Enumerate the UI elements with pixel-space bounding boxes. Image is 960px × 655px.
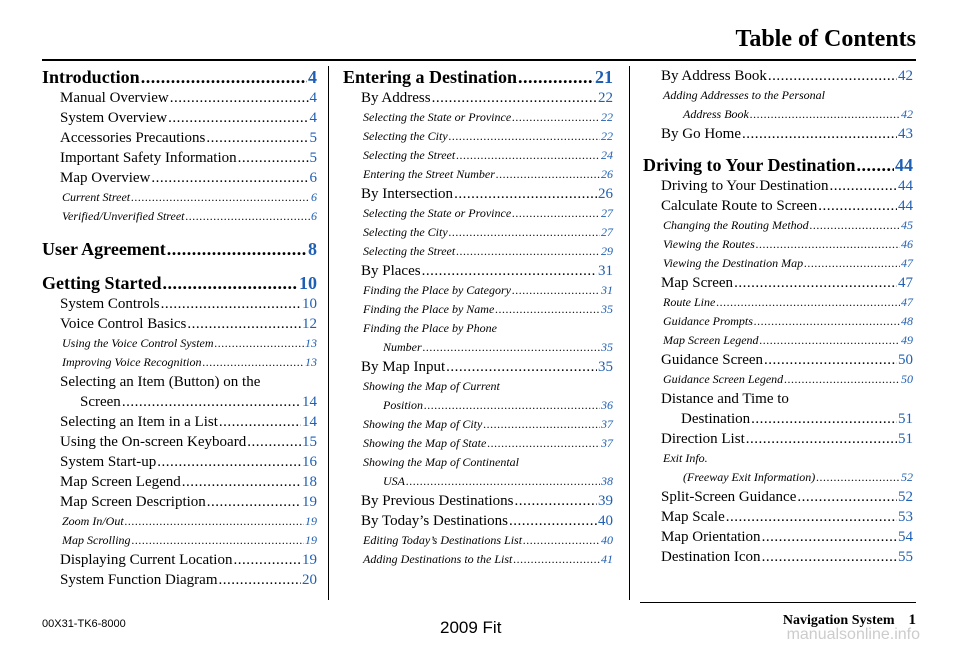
toc-entry-title: System Function Diagram — [60, 572, 218, 588]
toc-entry-title: Current Street — [62, 190, 131, 204]
toc-entry[interactable] — [343, 108, 613, 127]
toc-entry-title: Guidance Screen — [661, 352, 764, 368]
toc-entry[interactable] — [343, 204, 613, 223]
toc-entry[interactable] — [643, 331, 913, 350]
dot-leader — [219, 570, 302, 590]
toc-entry-title: Zoom In/Out — [62, 514, 124, 528]
toc-page-link[interactable]: 18 — [302, 474, 317, 490]
dot-leader — [784, 370, 900, 389]
toc-page-link[interactable]: 35 — [598, 359, 613, 375]
dot-leader — [495, 300, 600, 319]
toc-entry-title: Guidance Prompts — [663, 314, 753, 328]
toc-entry-title: Position — [383, 398, 424, 412]
toc-entry[interactable] — [42, 108, 317, 128]
toc-entry-title: By Previous Destinations — [361, 493, 514, 509]
toc-entry[interactable] — [343, 531, 613, 550]
toc-entry-title: Viewing the Routes — [663, 237, 755, 251]
toc-page-link[interactable]: 49 — [901, 333, 913, 347]
toc-page-link[interactable]: 26 — [601, 167, 613, 181]
toc-entry[interactable] — [42, 353, 317, 372]
toc-entry-title: Adding Addresses to the Personal — [663, 88, 825, 102]
toc-page-link[interactable]: 52 — [901, 470, 913, 484]
toc-entry-title: Exit Info. — [663, 451, 708, 465]
toc-entry-title: Map Scrolling — [62, 533, 131, 547]
toc-entry[interactable] — [643, 449, 913, 487]
toc-entry-title: Driving to Your Destination — [661, 178, 829, 194]
toc-entry[interactable] — [343, 434, 613, 453]
toc-entry-title: By Address Book — [661, 68, 767, 84]
toc-entry-title: Destination — [681, 411, 751, 427]
toc-page-link[interactable]: 35 — [601, 302, 613, 316]
toc-page-link[interactable]: 10 — [299, 273, 317, 293]
column-divider — [629, 66, 630, 600]
dot-leader — [422, 261, 597, 281]
toc-entry[interactable] — [343, 319, 613, 357]
dot-leader — [750, 105, 900, 124]
toc-entry-title: Voice Control Basics — [60, 316, 187, 332]
dot-leader — [716, 293, 900, 312]
toc-entry-title: Verified/Unverified Street — [62, 209, 185, 223]
toc-entry-title: Guidance Screen Legend — [663, 372, 784, 386]
toc-page-link[interactable]: 13 — [305, 336, 317, 350]
toc-chapter-entry[interactable] — [42, 66, 317, 88]
dot-leader — [449, 223, 600, 242]
toc-entry-title: Selecting an Item in a List — [60, 414, 218, 430]
dot-leader — [804, 254, 900, 273]
toc-entry-title: (Freeway Exit Information) — [683, 470, 816, 484]
toc-page-link[interactable]: 42 — [901, 107, 913, 121]
toc-entry[interactable] — [42, 412, 317, 432]
toc-page-link[interactable]: 19 — [305, 514, 317, 528]
toc-entry[interactable] — [343, 357, 613, 377]
toc-entry-title: Map Orientation — [661, 529, 761, 545]
dot-leader — [233, 550, 301, 570]
toc-entry[interactable] — [643, 527, 913, 547]
dot-leader — [168, 108, 308, 128]
dot-leader — [513, 550, 600, 569]
toc-chapter-entry[interactable] — [643, 154, 913, 176]
page-title: Table of Contents — [735, 26, 916, 52]
toc-entry[interactable] — [643, 254, 913, 273]
dot-leader — [764, 350, 897, 370]
dot-leader — [206, 128, 308, 148]
toc-entry[interactable] — [643, 176, 913, 196]
toc-entry-title: Accessories Precautions — [60, 130, 206, 146]
dot-leader — [483, 415, 600, 434]
dot-leader — [432, 88, 597, 108]
toc-page-link[interactable]: 42 — [898, 68, 913, 84]
dot-leader — [751, 409, 897, 429]
toc-page-link[interactable]: 45 — [901, 218, 913, 232]
toc-page-link[interactable]: 38 — [601, 474, 613, 488]
dot-leader — [734, 273, 897, 293]
toc-entry-title: Split-Screen Guidance — [661, 489, 797, 505]
toc-page-link[interactable]: 41 — [601, 552, 613, 566]
toc-entry-title: Manual Overview — [60, 90, 169, 106]
toc-entry-title: User Agreement — [42, 239, 166, 259]
toc-page-link[interactable]: 12 — [302, 316, 317, 332]
toc-entry[interactable] — [643, 216, 913, 235]
toc-page-link[interactable]: 47 — [898, 275, 913, 291]
toc-page-link[interactable]: 21 — [595, 67, 613, 87]
toc-page-link[interactable]: 37 — [601, 436, 613, 450]
toc-entry-title: USA — [383, 474, 405, 488]
toc-entry-title: Selecting the City — [363, 129, 448, 143]
toc-entry[interactable] — [643, 66, 913, 86]
dot-leader — [760, 331, 900, 350]
toc-page-link[interactable]: 6 — [309, 170, 317, 186]
dot-leader — [424, 396, 600, 415]
toc-entry-title: Viewing the Destination Map — [663, 256, 804, 270]
toc-entry-title: Improving Voice Recognition — [62, 355, 202, 369]
toc-entry[interactable] — [343, 223, 613, 242]
toc-entry-title: Distance and Time to — [661, 391, 789, 407]
dot-leader — [238, 148, 309, 168]
toc-entry-title: Selecting an Item (Button) on the — [60, 374, 261, 390]
toc-page-link[interactable]: 6 — [311, 190, 317, 204]
toc-entry[interactable] — [42, 168, 317, 188]
toc-entry[interactable] — [42, 432, 317, 452]
toc-entry[interactable] — [643, 196, 913, 216]
toc-entry[interactable] — [42, 334, 317, 353]
toc-page-link[interactable]: 50 — [901, 372, 913, 386]
dot-leader — [186, 207, 310, 226]
toc-entry-title: Map Screen Legend — [60, 474, 181, 490]
toc-entry[interactable] — [42, 372, 317, 412]
toc-entry[interactable] — [343, 491, 613, 511]
toc-page-link[interactable]: 51 — [898, 411, 913, 427]
toc-entry-title: Map Screen Description — [60, 494, 206, 510]
toc-entry[interactable] — [42, 128, 317, 148]
toc-entry[interactable] — [343, 377, 613, 415]
toc-page-link[interactable]: 22 — [598, 90, 613, 106]
toc-entry[interactable] — [42, 472, 317, 492]
toc-page-link[interactable]: 29 — [601, 244, 613, 258]
toc-page-link[interactable]: 50 — [898, 352, 913, 368]
dot-leader — [182, 472, 301, 492]
dot-leader — [762, 547, 897, 567]
toc-page-link[interactable]: 15 — [302, 434, 317, 450]
toc-entry[interactable] — [643, 293, 913, 312]
dot-leader — [523, 531, 600, 550]
toc-entry-title: Changing the Routing Method — [663, 218, 809, 232]
toc-entry[interactable] — [343, 88, 613, 108]
toc-entry-title: Address Book — [683, 107, 749, 121]
toc-entry[interactable] — [42, 88, 317, 108]
toc-entry-title: Introduction — [42, 67, 140, 87]
toc-entry[interactable] — [343, 300, 613, 319]
toc-page-link[interactable]: 5 — [309, 150, 317, 166]
dot-leader — [207, 492, 301, 512]
toc-entry-title: Showing the Map of Current — [363, 379, 500, 393]
dot-leader — [215, 334, 304, 353]
toc-entry-title: Driving to Your Destination — [643, 155, 856, 175]
toc-entry-title: System Controls — [60, 296, 160, 312]
toc-page-link[interactable]: 31 — [598, 263, 613, 279]
toc-page-link[interactable]: 16 — [302, 454, 317, 470]
toc-column-2 — [343, 66, 613, 569]
toc-entry-title: Selecting the Street — [363, 148, 456, 162]
dot-leader — [512, 108, 600, 127]
toc-entry[interactable] — [42, 207, 317, 226]
toc-entry-title: By Address — [361, 90, 431, 106]
toc-page-link[interactable]: 48 — [901, 314, 913, 328]
toc-page-link[interactable]: 54 — [898, 529, 913, 545]
toc-page-link[interactable]: 14 — [302, 414, 317, 430]
toc-chapter-entry[interactable] — [42, 272, 317, 294]
toc-column-1 — [42, 66, 317, 590]
toc-entry[interactable] — [643, 389, 913, 429]
toc-entry[interactable] — [42, 452, 317, 472]
dot-leader — [167, 238, 307, 260]
toc-entry[interactable] — [643, 507, 913, 527]
dot-leader — [170, 88, 309, 108]
toc-entry-title: Finding the Place by Name — [363, 302, 495, 316]
toc-entry-title: By Map Input — [361, 359, 446, 375]
toc-page-link[interactable]: 22 — [601, 129, 613, 143]
toc-page-link[interactable]: 53 — [898, 509, 913, 525]
toc-entry-title: Selecting the State or Province — [363, 110, 512, 124]
toc-page-link[interactable]: 4 — [308, 67, 317, 87]
toc-entry-title: System Start-up — [60, 454, 157, 470]
toc-entry[interactable] — [42, 570, 317, 590]
toc-page-link[interactable]: 6 — [311, 209, 317, 223]
toc-entry-title: Finding the Place by Category — [363, 283, 511, 297]
dot-leader — [756, 235, 900, 254]
toc-entry[interactable] — [643, 273, 913, 293]
toc-entry-title: Using the Voice Control System — [62, 336, 214, 350]
toc-column-3 — [643, 66, 913, 567]
dot-leader — [161, 294, 301, 314]
toc-page-link[interactable]: 4 — [309, 110, 317, 126]
toc-entry[interactable] — [643, 350, 913, 370]
toc-page-link[interactable]: 40 — [598, 513, 613, 529]
toc-entry-title: Showing the Map of Continental — [363, 455, 519, 469]
toc-entry[interactable] — [643, 547, 913, 567]
toc-page-link[interactable]: 39 — [598, 493, 613, 509]
toc-page-link[interactable]: 19 — [305, 533, 317, 547]
toc-entry[interactable] — [42, 188, 317, 207]
dot-leader — [247, 432, 301, 452]
toc-page-link[interactable]: 55 — [898, 549, 913, 565]
toc-page-link[interactable]: 47 — [901, 295, 913, 309]
toc-entry[interactable] — [343, 511, 613, 531]
dot-leader — [454, 184, 597, 204]
page-number: 1 — [908, 612, 916, 628]
toc-page-link[interactable]: 44 — [898, 198, 913, 214]
toc-page-link[interactable]: 22 — [601, 110, 613, 124]
toc-entry-title: Calculate Route to Screen — [661, 198, 818, 214]
dot-leader — [423, 338, 600, 357]
dot-leader — [816, 468, 900, 487]
toc-entry-title: Selecting the State or Province — [363, 206, 512, 220]
dot-leader — [132, 531, 304, 550]
toc-page-link[interactable]: 19 — [302, 552, 317, 568]
toc-entry[interactable] — [343, 242, 613, 261]
toc-page-link[interactable]: 24 — [601, 148, 613, 162]
toc-entry-title: Destination Icon — [661, 549, 761, 565]
dot-leader — [518, 66, 594, 88]
toc-entry-title: Screen — [80, 394, 121, 410]
dot-leader — [797, 487, 897, 507]
toc-page-link[interactable]: 37 — [601, 417, 613, 431]
dot-leader — [512, 281, 600, 300]
toc-entry-title: Number — [383, 340, 422, 354]
toc-entry-title: By Go Home — [661, 126, 741, 142]
toc-entry-title: Showing the Map of State — [363, 436, 487, 450]
dot-leader — [768, 66, 897, 86]
toc-page-link[interactable]: 8 — [308, 239, 317, 259]
dot-leader — [746, 429, 897, 449]
dot-leader — [157, 452, 301, 472]
toc-entry-title: By Places — [361, 263, 421, 279]
dot-leader — [219, 412, 301, 432]
toc-entry-title: Getting Started — [42, 273, 162, 293]
dot-leader — [125, 512, 304, 531]
toc-entry[interactable] — [42, 531, 317, 550]
dot-leader — [754, 312, 900, 331]
dot-leader — [446, 357, 597, 377]
toc-entry-title: Map Scale — [661, 509, 725, 525]
toc-page-link[interactable]: 52 — [898, 489, 913, 505]
toc-entry[interactable] — [343, 453, 613, 491]
toc-entry-title: Direction List — [661, 431, 745, 447]
toc-entry-title: Using the On-screen Keyboard — [60, 434, 247, 450]
system-name: Navigation System — [782, 613, 895, 628]
toc-entry[interactable] — [42, 294, 317, 314]
toc-entry[interactable] — [343, 165, 613, 184]
dot-leader — [509, 511, 597, 531]
toc-page-link[interactable]: 19 — [302, 494, 317, 510]
toc-page-link[interactable]: 44 — [898, 178, 913, 194]
toc-page-link[interactable]: 35 — [601, 340, 613, 354]
dot-leader — [187, 314, 301, 334]
toc-entry-title: Route Line — [663, 295, 716, 309]
toc-entry-title: Adding Destinations to the List — [363, 552, 513, 566]
toc-entry-title: Map Overview — [60, 170, 151, 186]
toc-entry[interactable] — [42, 512, 317, 531]
toc-entry-title: Map Screen Legend — [663, 333, 759, 347]
footer-rule — [640, 602, 916, 603]
toc-entry-title: By Today’s Destinations — [361, 513, 509, 529]
toc-page-link[interactable]: 13 — [305, 355, 317, 369]
toc-entry[interactable] — [643, 487, 913, 507]
dot-leader — [449, 127, 600, 146]
toc-page-link[interactable]: 4 — [309, 90, 317, 106]
toc-entry-title: System Overview — [60, 110, 168, 126]
toc-entry-title: Important Safety Information — [60, 150, 237, 166]
dot-leader — [857, 154, 894, 176]
dot-leader — [162, 272, 298, 294]
dot-leader — [830, 176, 897, 196]
toc-entry-title: Entering the Street Number — [363, 167, 495, 181]
toc-entry[interactable] — [343, 261, 613, 281]
toc-page-link[interactable]: 14 — [302, 394, 317, 410]
dot-leader — [456, 146, 600, 165]
dot-leader — [762, 527, 897, 547]
dot-leader — [512, 204, 600, 223]
dot-leader — [151, 168, 308, 188]
toc-page-link[interactable]: 31 — [601, 283, 613, 297]
toc-chapter-entry[interactable] — [343, 66, 613, 88]
toc-chapter-entry[interactable] — [42, 238, 317, 260]
toc-entry-title: Entering a Destination — [343, 67, 518, 87]
dot-leader — [122, 392, 301, 412]
toc-page-link[interactable]: 10 — [302, 296, 317, 312]
toc-entry[interactable] — [643, 429, 913, 449]
toc-entry[interactable] — [343, 415, 613, 434]
toc-page-link[interactable]: 44 — [895, 155, 913, 175]
toc-page-link[interactable]: 51 — [898, 431, 913, 447]
toc-entry-title: Selecting the Street — [363, 244, 456, 258]
toc-entry[interactable] — [643, 86, 913, 124]
toc-entry[interactable] — [42, 550, 317, 570]
toc-entry[interactable] — [42, 492, 317, 512]
toc-page-link[interactable]: 36 — [601, 398, 613, 412]
toc-entry-title: Showing the Map of City — [363, 417, 483, 431]
toc-entry[interactable] — [343, 127, 613, 146]
dot-leader — [818, 196, 897, 216]
dot-leader — [726, 507, 897, 527]
title-rule — [42, 59, 916, 61]
toc-entry[interactable] — [343, 184, 613, 204]
toc-entry[interactable] — [343, 550, 613, 569]
toc-page-link[interactable]: 26 — [598, 186, 613, 202]
toc-page-link[interactable]: 43 — [898, 126, 913, 142]
toc-entry[interactable] — [643, 124, 913, 144]
toc-page-link[interactable]: 47 — [901, 256, 913, 270]
toc-page-link[interactable]: 46 — [901, 237, 913, 251]
dot-leader — [810, 216, 900, 235]
dot-leader — [131, 188, 310, 207]
toc-entry-title: By Intersection — [361, 186, 454, 202]
column-divider — [328, 66, 329, 600]
toc-entry-title: Editing Today’s Destinations List — [363, 533, 523, 547]
dot-leader — [456, 242, 600, 261]
toc-entry-title: Selecting the City — [363, 225, 448, 239]
toc-entry[interactable] — [643, 370, 913, 389]
toc-entry-title: Finding the Place by Phone — [363, 321, 497, 335]
toc-entry[interactable] — [643, 235, 913, 254]
toc-entry[interactable] — [343, 146, 613, 165]
toc-entry-title: Map Screen — [661, 275, 734, 291]
dot-leader — [496, 165, 600, 184]
toc-page-link[interactable]: 5 — [309, 130, 317, 146]
dot-leader — [742, 124, 897, 144]
dot-leader — [203, 353, 304, 372]
toc-entry-title: Displaying Current Location — [60, 552, 233, 568]
model-label: 2009 Fit — [440, 618, 502, 637]
toc-entry[interactable] — [42, 148, 317, 168]
toc-entry[interactable] — [343, 281, 613, 300]
dot-leader — [406, 472, 600, 491]
toc-page-link[interactable]: 40 — [601, 533, 613, 547]
watermark: manualsonline.info — [786, 626, 920, 643]
toc-page-link[interactable]: 27 — [601, 206, 613, 220]
document-code: 00X31-TK6-8000 — [42, 618, 126, 630]
dot-leader — [141, 66, 307, 88]
toc-page-link[interactable]: 20 — [302, 572, 317, 588]
dot-leader — [515, 491, 598, 511]
toc-entry[interactable] — [643, 312, 913, 331]
toc-entry[interactable] — [42, 314, 317, 334]
dot-leader — [487, 434, 600, 453]
toc-page-link[interactable]: 27 — [601, 225, 613, 239]
